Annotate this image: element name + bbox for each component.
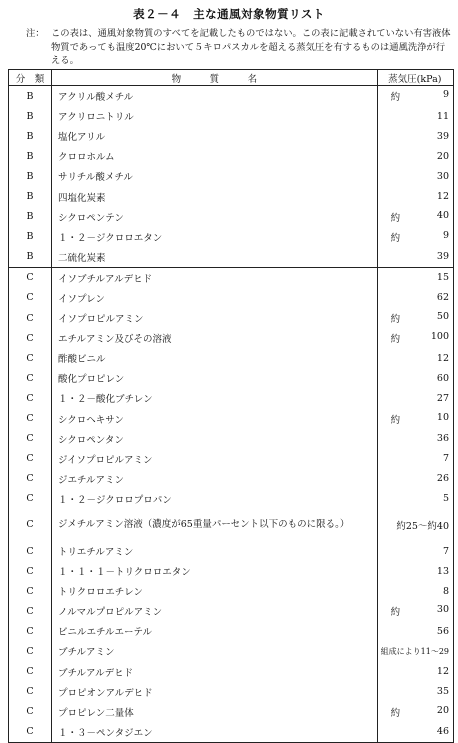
category-cell: B [9,207,52,227]
category-cell: C [9,702,52,722]
table-title: 表２－４ 主な通風対象物質リスト [133,7,325,21]
table-row [9,126,454,146]
substance-name-cell: シクロペンテン [52,207,378,227]
vapor-pressure-cell [377,126,453,146]
substance-name-cell: １・２－ジクロロエタン [52,227,378,247]
substance-name-cell: イソブチルアルデヒド [52,267,378,288]
category-cell: C [9,541,52,561]
category-cell: B [9,166,52,186]
vapor-pressure-cell [377,449,453,469]
vapor-pressure-cell [377,561,453,581]
note-label: 注： [26,28,45,39]
category-cell: C [9,489,52,509]
category-cell: B [9,86,52,107]
table-row [9,702,454,722]
table-row [9,541,454,561]
table-row [9,267,454,288]
substance-name-cell: 四塩化炭素 [52,186,378,206]
category-cell: C [9,682,52,702]
header-substance: 物 質 名 [52,70,378,86]
category-cell: C [9,641,52,661]
substance-name-cell: イソプレン [52,288,378,308]
substance-name-cell: トリエチルアミン [52,541,378,561]
approx-label: 約 [390,334,401,346]
substance-name-cell: エチルアミン及びその溶液 [52,328,378,348]
vapor-pressure-value: 8 [442,585,449,597]
category-cell: C [9,561,52,581]
category-cell: B [9,126,52,146]
table-row [9,601,454,621]
vapor-pressure-value: 40 [436,209,449,221]
table-row [9,469,454,489]
substance-name-cell: 酸化プロピレン [52,368,378,388]
substance-name-cell: アクリロニトリル [52,106,378,126]
vapor-pressure-value: 62 [436,292,449,304]
vapor-pressure-value: 9 [442,229,449,241]
category-cell: C [9,328,52,348]
vapor-pressure-value: 7 [442,453,449,465]
vapor-pressure-cell [377,722,453,743]
vapor-pressure-value: 約25～約40 [396,520,449,532]
vapor-pressure-value: 35 [436,686,449,698]
table-row [9,106,454,126]
vapor-pressure-cell [377,227,453,247]
table-row [9,186,454,206]
vapor-pressure-value: 20 [436,150,449,162]
vapor-pressure-cell [377,348,453,368]
vapor-pressure-cell [377,581,453,601]
category-cell: C [9,267,52,288]
vapor-pressure-cell [377,308,453,328]
table-row [9,682,454,702]
vapor-pressure-cell [377,429,453,449]
approx-label: 約 [390,607,401,619]
vapor-pressure-value: 56 [436,625,449,637]
category-cell: C [9,308,52,328]
table-row [9,409,454,429]
vapor-pressure-cell [377,368,453,388]
table-row [9,388,454,408]
category-cell: B [9,247,52,268]
vapor-pressure-value: 組成により11～29 [380,646,449,656]
approx-label: 約 [390,232,401,244]
category-cell: C [9,288,52,308]
table-row [9,449,454,469]
substance-name-cell: ジメチルアミン溶液（濃度が65重量パーセント以下のものに限る。） [52,509,378,541]
vapor-pressure-value: 39 [436,130,449,142]
category-cell: C [9,409,52,429]
substance-name-cell: １・２－ジクロロプロパン [52,489,378,509]
category-cell: C [9,368,52,388]
category-cell: C [9,388,52,408]
substance-name-cell: シクロペンタン [52,429,378,449]
vapor-pressure-cell [377,541,453,561]
approx-label: 約 [390,707,401,719]
substance-name-cell: トリクロロエチレン [52,581,378,601]
vapor-pressure-value: 10 [436,411,449,423]
table-row [9,429,454,449]
vapor-pressure-cell [377,86,453,107]
approx-label: 約 [390,314,401,326]
category-cell: C [9,509,52,541]
approx-label: 約 [390,414,401,426]
substance-name-cell: ジイソプロピルアミン [52,449,378,469]
vapor-pressure-cell [377,186,453,206]
substance-name-cell: ノルマルプロピルアミン [52,601,378,621]
vapor-pressure-cell [377,641,453,661]
table-row [9,227,454,247]
category-cell: C [9,662,52,682]
category-cell: B [9,186,52,206]
table-row [9,166,454,186]
vapor-pressure-cell [377,267,453,288]
substance-name-cell: アクリル酸メチル [52,86,378,107]
header-category: 分 類 [9,70,52,86]
vapor-pressure-cell [377,247,453,268]
substance-name-cell: １・３－ペンタジエン [52,722,378,743]
vapor-pressure-value: 60 [436,372,449,384]
vapor-pressure-cell [377,409,453,429]
vapor-pressure-cell [377,469,453,489]
table-row [9,662,454,682]
category-cell: C [9,469,52,489]
substance-name-cell: 塩化アリル [52,126,378,146]
substance-table [8,69,454,743]
table-header-row [9,70,454,86]
substance-name-cell: 二硫化炭素 [52,247,378,268]
vapor-pressure-value: 30 [436,170,449,182]
table-row [9,288,454,308]
vapor-pressure-value: 12 [436,352,449,364]
table-row [9,328,454,348]
vapor-pressure-cell [377,166,453,186]
vapor-pressure-cell [377,207,453,227]
vapor-pressure-value: 9 [442,89,449,101]
substance-name-cell: １・２－酸化ブチレン [52,388,378,408]
vapor-pressure-value: 13 [436,565,449,577]
category-cell: B [9,146,52,166]
vapor-pressure-cell [377,146,453,166]
category-cell: B [9,106,52,126]
substance-name-cell: ビニルエチルエーテル [52,621,378,641]
vapor-pressure-value: 30 [436,604,449,616]
vapor-pressure-value: 5 [442,493,449,505]
vapor-pressure-cell [377,662,453,682]
vapor-pressure-value: 15 [436,272,449,284]
substance-name-cell: シクロヘキサン [52,409,378,429]
table-row [9,641,454,661]
vapor-pressure-value: 39 [436,251,449,263]
substance-name-cell: サリチル酸メチル [52,166,378,186]
vapor-pressure-value: 36 [436,433,449,445]
vapor-pressure-value: 46 [436,726,449,738]
substance-name-cell: クロロホルム [52,146,378,166]
vapor-pressure-cell [377,621,453,641]
vapor-pressure-value: 12 [436,191,449,203]
substance-name-cell: イソプロピルアミン [52,308,378,328]
category-cell: C [9,722,52,743]
table-row [9,489,454,509]
vapor-pressure-cell [377,509,453,541]
vapor-pressure-cell [377,601,453,621]
substance-name-cell: １・１・１－トリクロロエタン [52,561,378,581]
vapor-pressure-value: 11 [436,110,449,122]
vapor-pressure-value: 27 [436,392,449,404]
category-cell: C [9,348,52,368]
vapor-pressure-cell [377,328,453,348]
vapor-pressure-cell [377,288,453,308]
vapor-pressure-value: 100 [430,331,449,343]
vapor-pressure-value: 20 [436,704,449,716]
header-vapor-pressure: 蒸気圧(kPa) [377,70,453,86]
table-row [9,86,454,107]
table-row [9,561,454,581]
table-row [9,368,454,388]
table-row [9,247,454,268]
vapor-pressure-cell [377,489,453,509]
vapor-pressure-value: 50 [436,311,449,323]
table-row [9,308,454,328]
table-body [9,86,454,743]
approx-label: 約 [390,92,401,104]
substance-name-cell: プロピレン二量体 [52,702,378,722]
note-text: この表は、通風対象物質のすべてを記載したものではない。この表に記載されていない有害液体物質であっても温度20℃において５キロパスカルを超える蒸気圧を有するものは通風洗浄が行える。 [51,28,451,67]
substance-name-cell: 酢酸ビニル [52,348,378,368]
category-cell: C [9,449,52,469]
substance-name-cell: ブチルアルデヒド [52,662,378,682]
vapor-pressure-cell [377,388,453,408]
category-cell: B [9,227,52,247]
table-row [9,348,454,368]
substance-name-cell: ブチルアミン [52,641,378,661]
category-cell: C [9,429,52,449]
substance-name-cell: プロピオンアルデヒド [52,682,378,702]
vapor-pressure-value: 12 [436,666,449,678]
category-cell: C [9,601,52,621]
vapor-pressure-cell [377,702,453,722]
vapor-pressure-cell [377,682,453,702]
table-row [9,207,454,227]
table-row [9,722,454,743]
vapor-pressure-cell [377,106,453,126]
category-cell: C [9,581,52,601]
table-row [9,621,454,641]
approx-label: 約 [390,212,401,224]
table-row [9,146,454,166]
vapor-pressure-value: 26 [436,473,449,485]
table-row [9,509,454,541]
category-cell: C [9,621,52,641]
vapor-pressure-value: 7 [442,545,449,557]
table-row [9,581,454,601]
substance-name-cell: ジエチルアミン [52,469,378,489]
